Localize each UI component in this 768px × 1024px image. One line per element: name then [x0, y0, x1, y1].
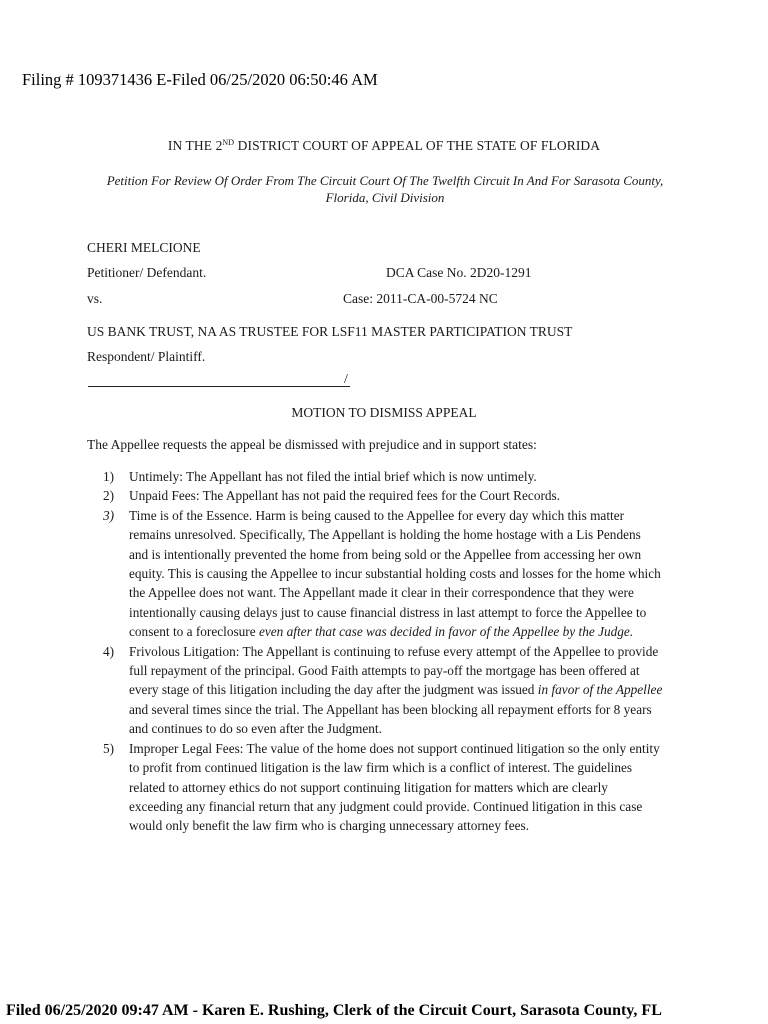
- court-superscript: ND: [222, 138, 235, 147]
- item-text: Unpaid Fees: The Appellant has not paid the required fees for the Court Records.: [129, 488, 561, 504]
- item-number: 1): [103, 469, 115, 484]
- petitioner-role: Petitioner/ Defendant.: [87, 265, 207, 280]
- list-item: [103, 467, 663, 486]
- petitioner-name: CHERI MELCIONE: [87, 240, 201, 255]
- clerk-footer: Filed 06/25/2020 09:47 AM - Karen E. Rushing, Clerk of the Circuit Court, Sarasota County, FL: [6, 1002, 662, 1019]
- item-text: Improper Legal Fees: The value of the home does not support continued litigation so the only entity to profit from continued litigation is the law firm which is a conflict of interest. The guidelines related to attorney ethics do not support continuing litigation for matters which are clearly exceeding any financial return that any judgment could provide. Continued litigation in this case would only benefit the law firm who is charging unnecessary attorney fees.: [129, 740, 660, 834]
- item-text: Frivolous Litigation: The Appellant is continuing to refuse every attempt of the Appellee to provide full repayment of the principal. Good Faith attempts to pay-off the mortgage has been offered at every stage of this litigation including the day after the judgment was issued: [129, 643, 659, 698]
- item-text: Time is of the Essence. Harm is being caused to the Appellee for every day which this matter remains unresolved. Specifically, The Appellant is holding the home hostage with a Lis Pendens and is intentionally prevented the home from being sold or the Appellee from accessing her own equity. This is causing the Appellee to incur substantial holding costs and losses for the home which the Appellee does not want. The Appellant made it clear in their correspondence that they were intentionally causing delays just to cause financial distress in last attempt to force the Appellee to consent to a foreclosure: [129, 507, 661, 640]
- grounds-list: [103, 467, 663, 836]
- petition-subtitle: Petition For Review Of Order From The Circuit Court Of The Twelfth Circuit In And For Sarasota County, Florida, Civil Division: [106, 173, 664, 205]
- item-emphasis: in favor of the Appellee: [537, 682, 663, 698]
- court-suffix: DISTRICT COURT OF APPEAL OF THE STATE OF FLORIDA: [234, 138, 601, 153]
- respondent-name: US BANK TRUST, NA AS TRUSTEE FOR LSF11 MASTER PARTICIPATION TRUST: [87, 324, 573, 339]
- item-number: 4): [103, 643, 115, 659]
- item-text-after: and several times since the trial. The Appellant has been blocking all repayment efforts for 8 years and continues to do so even after the Judgment.: [129, 701, 652, 737]
- item-text: Untimely: The Appellant has not filed the intial brief which is now untimely.: [129, 469, 537, 484]
- motion-title: MOTION TO DISMISS APPEAL: [291, 405, 477, 420]
- list-item: [103, 486, 663, 505]
- list-item: [103, 506, 663, 642]
- signature-slash: /: [344, 372, 348, 387]
- case-number: Case: 2011-CA-00-5724 NC: [343, 291, 498, 306]
- filing-header: Filing # 109371436 E-Filed 06/25/2020 06:50:46 AM: [22, 70, 378, 89]
- signature-line: [88, 374, 350, 387]
- item-emphasis: even after that case was decided in favor of the Appellee by the Judge.: [258, 624, 634, 640]
- versus: vs.: [87, 291, 103, 306]
- list-item: [103, 642, 663, 739]
- court-prefix: IN THE 2: [167, 138, 223, 153]
- intro-paragraph: The Appellee requests the appeal be dismissed with prejudice and in support states:: [87, 437, 537, 452]
- dca-case-number: DCA Case No. 2D20-1291: [386, 265, 532, 280]
- item-number: 3): [103, 507, 115, 523]
- court-heading: [0, 138, 768, 154]
- respondent-role: Respondent/ Plaintiff.: [87, 349, 206, 364]
- item-number: 2): [103, 488, 115, 504]
- item-number: 5): [103, 740, 115, 756]
- list-item: [103, 739, 663, 836]
